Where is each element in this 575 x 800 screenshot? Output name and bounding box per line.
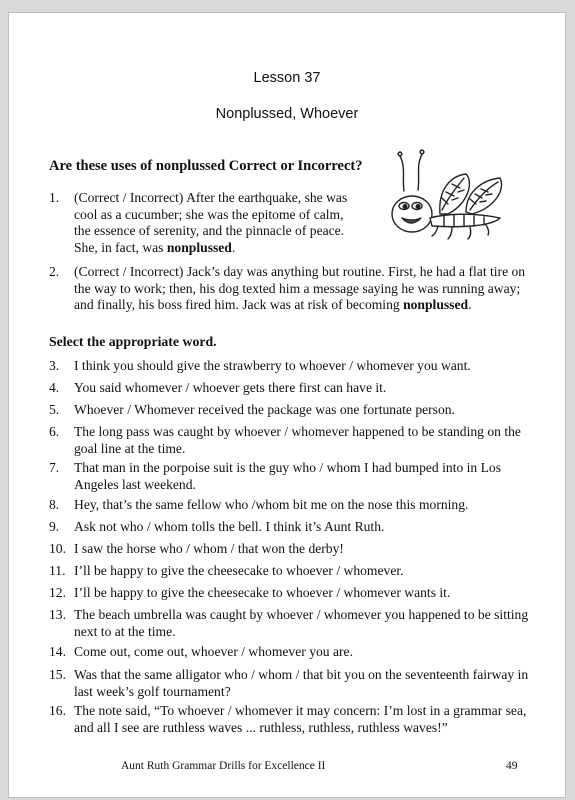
- exercise-number: 3.: [49, 358, 60, 373]
- exercise-number: 15.: [49, 667, 66, 682]
- exercise-number: 10.: [49, 541, 66, 556]
- exercise-item: [49, 380, 539, 397]
- exercise-number: 5.: [49, 402, 60, 417]
- page-number: 49: [506, 760, 518, 772]
- exercise-number: 6.: [49, 424, 60, 439]
- exercise-text: Was that the same alligator who / whom / that bit you on the seventeenth fairway in last week’s golf tournament?: [74, 667, 529, 699]
- exercise-item: [49, 190, 349, 256]
- exercise-number: 16.: [49, 703, 66, 718]
- exercise-item: [49, 667, 539, 700]
- exercise-number: 2.: [49, 264, 60, 279]
- exercise-item: [49, 497, 539, 514]
- exercise-text-body: (Correct / Incorrect) Jack’s day was anything but routine. First, he had a flat tire on the way to work; then, his dog texted him a message saying he was running away; and finally, his boss fired him. Jack was at risk of becoming: [74, 264, 526, 312]
- exercise-text: [74, 264, 539, 314]
- exercise-item: [49, 563, 539, 580]
- exercise-item: [49, 607, 539, 640]
- exercise-text-body: (Correct / Incorrect) After the earthquake, she was cool as a cucumber; she was the epitome of calm, the essence of serenity, and the pinnacle of peace. She, in fact, was: [74, 190, 348, 255]
- exercise-text: Whoever / Whomever received the package was one fortunate person.: [74, 402, 455, 417]
- keyword-nonplussed: nonplussed: [403, 297, 469, 312]
- section-heading-select-word: Select the appropriate word.: [49, 334, 217, 349]
- exercise-item: [49, 264, 539, 314]
- lesson-title: Lesson 37: [253, 70, 321, 86]
- exercise-text: The note said, “To whoever / whomever it may concern: I’m lost in a grammar sea, and all I see are ruthless waves ... ruthless, ruthless, ruthless waves!”: [74, 703, 527, 735]
- exercise-item: [49, 644, 539, 661]
- exercise-number: 12.: [49, 585, 66, 600]
- exercise-text: Ask not who / whom tolls the bell. I think it’s Aunt Ruth.: [74, 519, 385, 534]
- exercise-text: [74, 190, 349, 256]
- exercise-item: [49, 541, 539, 558]
- exercise-text: Hey, that’s the same fellow who /whom bit me on the nose this morning.: [74, 497, 469, 512]
- exercise-text: I saw the horse who / whom / that won the derby!: [74, 541, 344, 556]
- exercise-number: 4.: [49, 380, 60, 395]
- exercise-number: 14.: [49, 644, 66, 659]
- keyword-nonplussed: nonplussed: [166, 239, 232, 255]
- exercise-text: That man in the porpoise suit is the guy who / whom I had bumped into in Los Angeles last weekend.: [74, 460, 502, 492]
- exercise-item: [49, 460, 539, 493]
- lesson-subtitle: Nonplussed, Whoever: [215, 106, 359, 122]
- exercise-text: The long pass was caught by whoever / whomever happened to be standing on the goal line at the time.: [74, 424, 521, 456]
- exercise-text: Come out, come out, whoever / whomever you are.: [74, 644, 353, 659]
- exercise-item: [49, 402, 539, 419]
- cartoon-bug-illustration-icon: [382, 146, 512, 246]
- exercise-number: 8.: [49, 497, 60, 512]
- page-footer: Aunt Ruth Grammar Drills for Excellence II: [121, 760, 326, 772]
- exercise-text-end: .: [231, 239, 236, 255]
- exercise-item: [49, 424, 539, 457]
- exercise-text: You said whomever / whoever gets there first can have it.: [74, 380, 387, 395]
- workbook-page: [8, 12, 566, 798]
- exercise-text-end: .: [468, 297, 472, 312]
- exercise-text: I think you should give the strawberry to whoever / whomever you want.: [74, 358, 471, 373]
- section-heading-correct-incorrect: Are these uses of nonplussed Correct or Incorrect?: [49, 158, 363, 174]
- exercise-number: 9.: [49, 519, 60, 534]
- exercise-number: 1.: [49, 190, 60, 205]
- exercise-item: [49, 519, 539, 536]
- exercise-text: The beach umbrella was caught by whoever / whomever you happened to be sitting next to at the time.: [74, 607, 529, 639]
- exercise-item: [49, 358, 539, 375]
- exercise-item: [49, 585, 539, 602]
- exercise-number: 11.: [49, 563, 66, 578]
- exercise-item: [49, 703, 539, 736]
- exercise-number: 13.: [49, 607, 66, 622]
- exercise-text: I’ll be happy to give the cheesecake to whoever / whomever.: [74, 563, 404, 578]
- exercise-number: 7.: [49, 460, 60, 475]
- exercise-text: I’ll be happy to give the cheesecake to whoever / whomever wants it.: [74, 585, 451, 600]
